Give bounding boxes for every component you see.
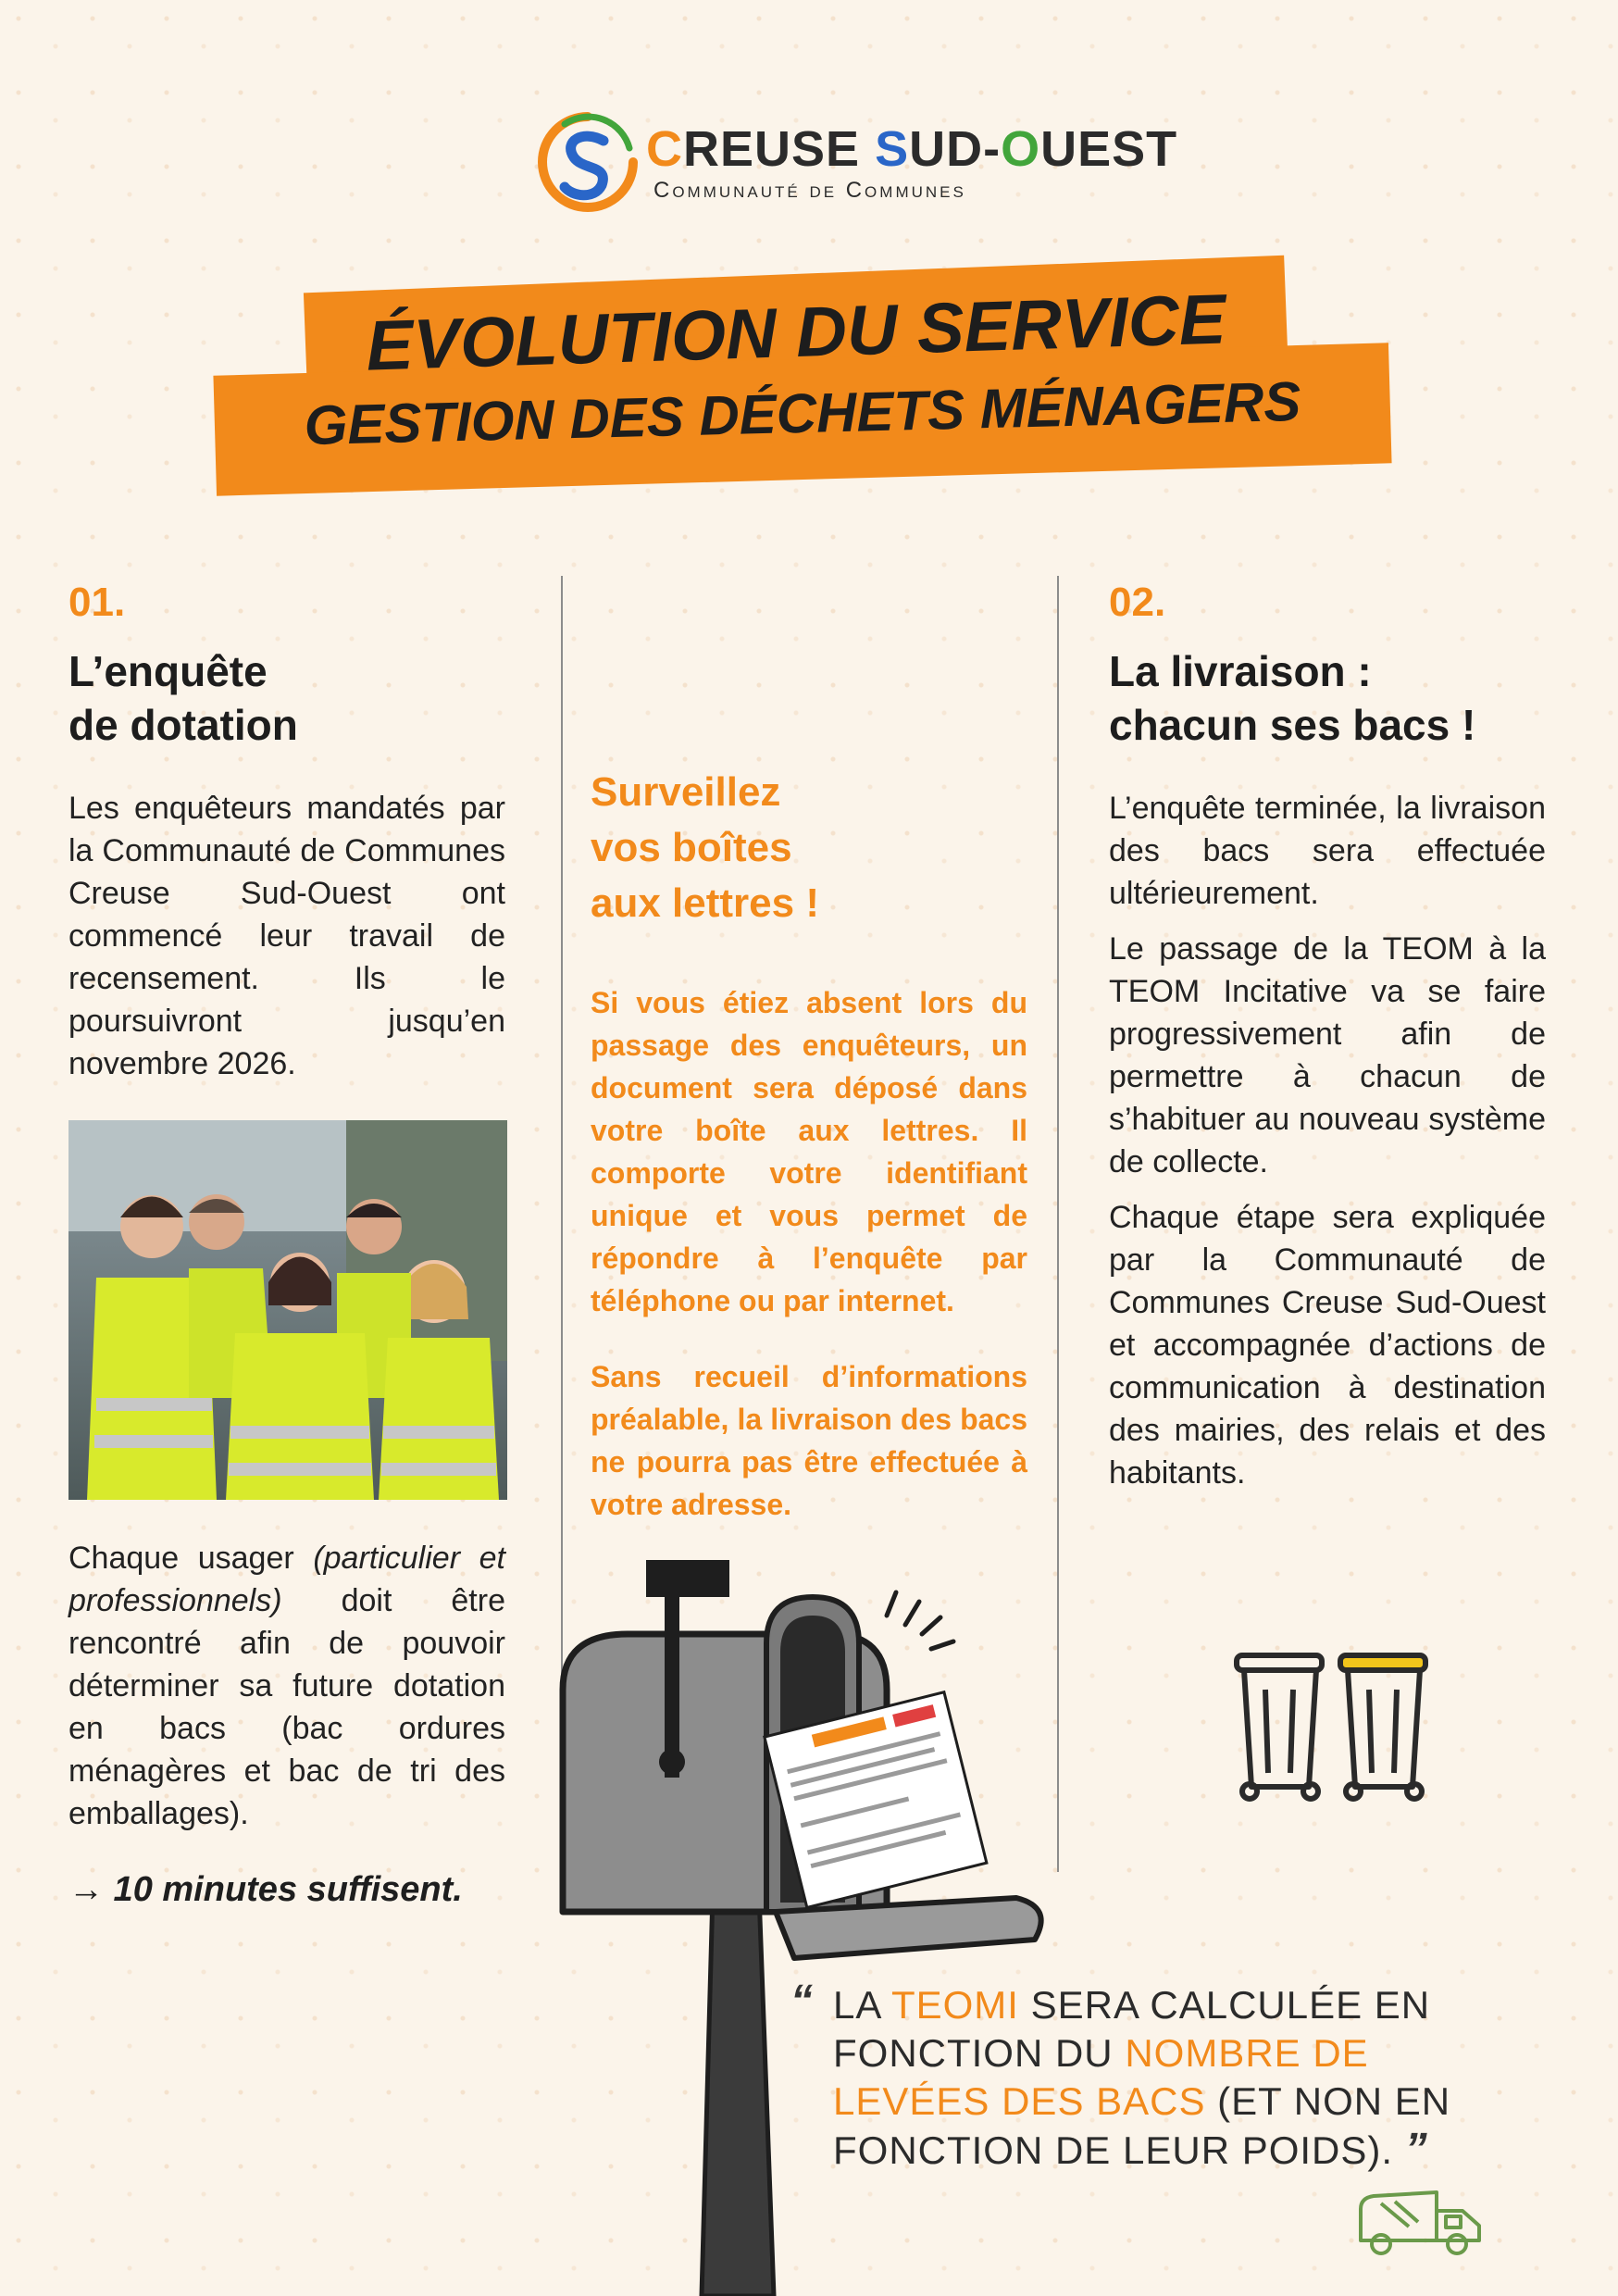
open-quote: “ bbox=[790, 1977, 814, 2026]
section-text-1: Les enquêteurs mandatés par la Communauté de Communes Creuse Sud-Ouest ont commencé leur travail de recensement. Ils le poursuivront jusqu’en novembre 2026. bbox=[68, 791, 505, 1081]
garbage-truck-icon bbox=[1353, 2185, 1490, 2259]
logo bbox=[537, 111, 1178, 213]
page-title: ÉVOLUTION DU SERVICE bbox=[365, 280, 1227, 386]
mailbox-icon bbox=[554, 1541, 1072, 2296]
logo-s-icon bbox=[537, 111, 639, 213]
logo-brand: CREUSE SUD-OUEST bbox=[646, 121, 1178, 177]
section-title-1: L’enquête de dotation bbox=[68, 647, 298, 749]
section-title-2: La livraison : chacun ses bacs ! bbox=[1109, 647, 1476, 749]
mailbox-title: Surveillez vos boîtes aux lettres ! bbox=[591, 769, 819, 926]
teomi-quote: “ LA TEOMI SERA CALCULÉE EN FONCTION DU NOMBRE DE LEVÉES DES BACS (ET NON EN FONCTION DE LEUR POIDS). ” bbox=[790, 1977, 1451, 2174]
section-number-1: 01. bbox=[68, 580, 126, 625]
page-subtitle: GESTION DES DÉCHETS MÉNAGERS bbox=[303, 369, 1302, 457]
logo-subtitle: Communauté de Communes bbox=[653, 178, 966, 203]
bins-icon bbox=[1224, 1648, 1437, 1805]
section-number-2: 02. bbox=[1109, 580, 1166, 625]
mailbox-text: Si vous étiez absent lors du passage des enquêteurs, un document sera déposé dans votre boîte aux lettres. Il comporte votre identifiant unique et vous permet de répondre à l’enquête par téléphone ou par internet. Sans recueil d’informations préalable, la livraison des bacs ne pourra pas être effectuée à votre adresse. bbox=[591, 986, 1027, 1521]
time-highlight: → 10 minutes suffisent. bbox=[68, 1870, 463, 1909]
team-photo bbox=[68, 1120, 507, 1500]
section-text-1b: Chaque usager (particulier et professionnels) doit être rencontré afin de pouvoir déterminer sa future dotation en bacs (bac ordures ménagères et bac de tri des emballages). bbox=[68, 1541, 506, 1831]
close-quote: ” bbox=[1404, 2125, 1428, 2174]
section-text-2: L’enquête terminée, la livraison des bacs sera effectuée ultérieurement. Le passage de la TEOM à la TEOM Incitative va se faire progressivement afin de permettre à chacun de s’habituer au nouveau système de collecte. Chaque étape sera expliquée par la Communauté de Communes Creuse Sud-Ouest et accompagnée d’actions de communication à destination des mairies, des relais et des habitants. bbox=[1109, 791, 1546, 1491]
